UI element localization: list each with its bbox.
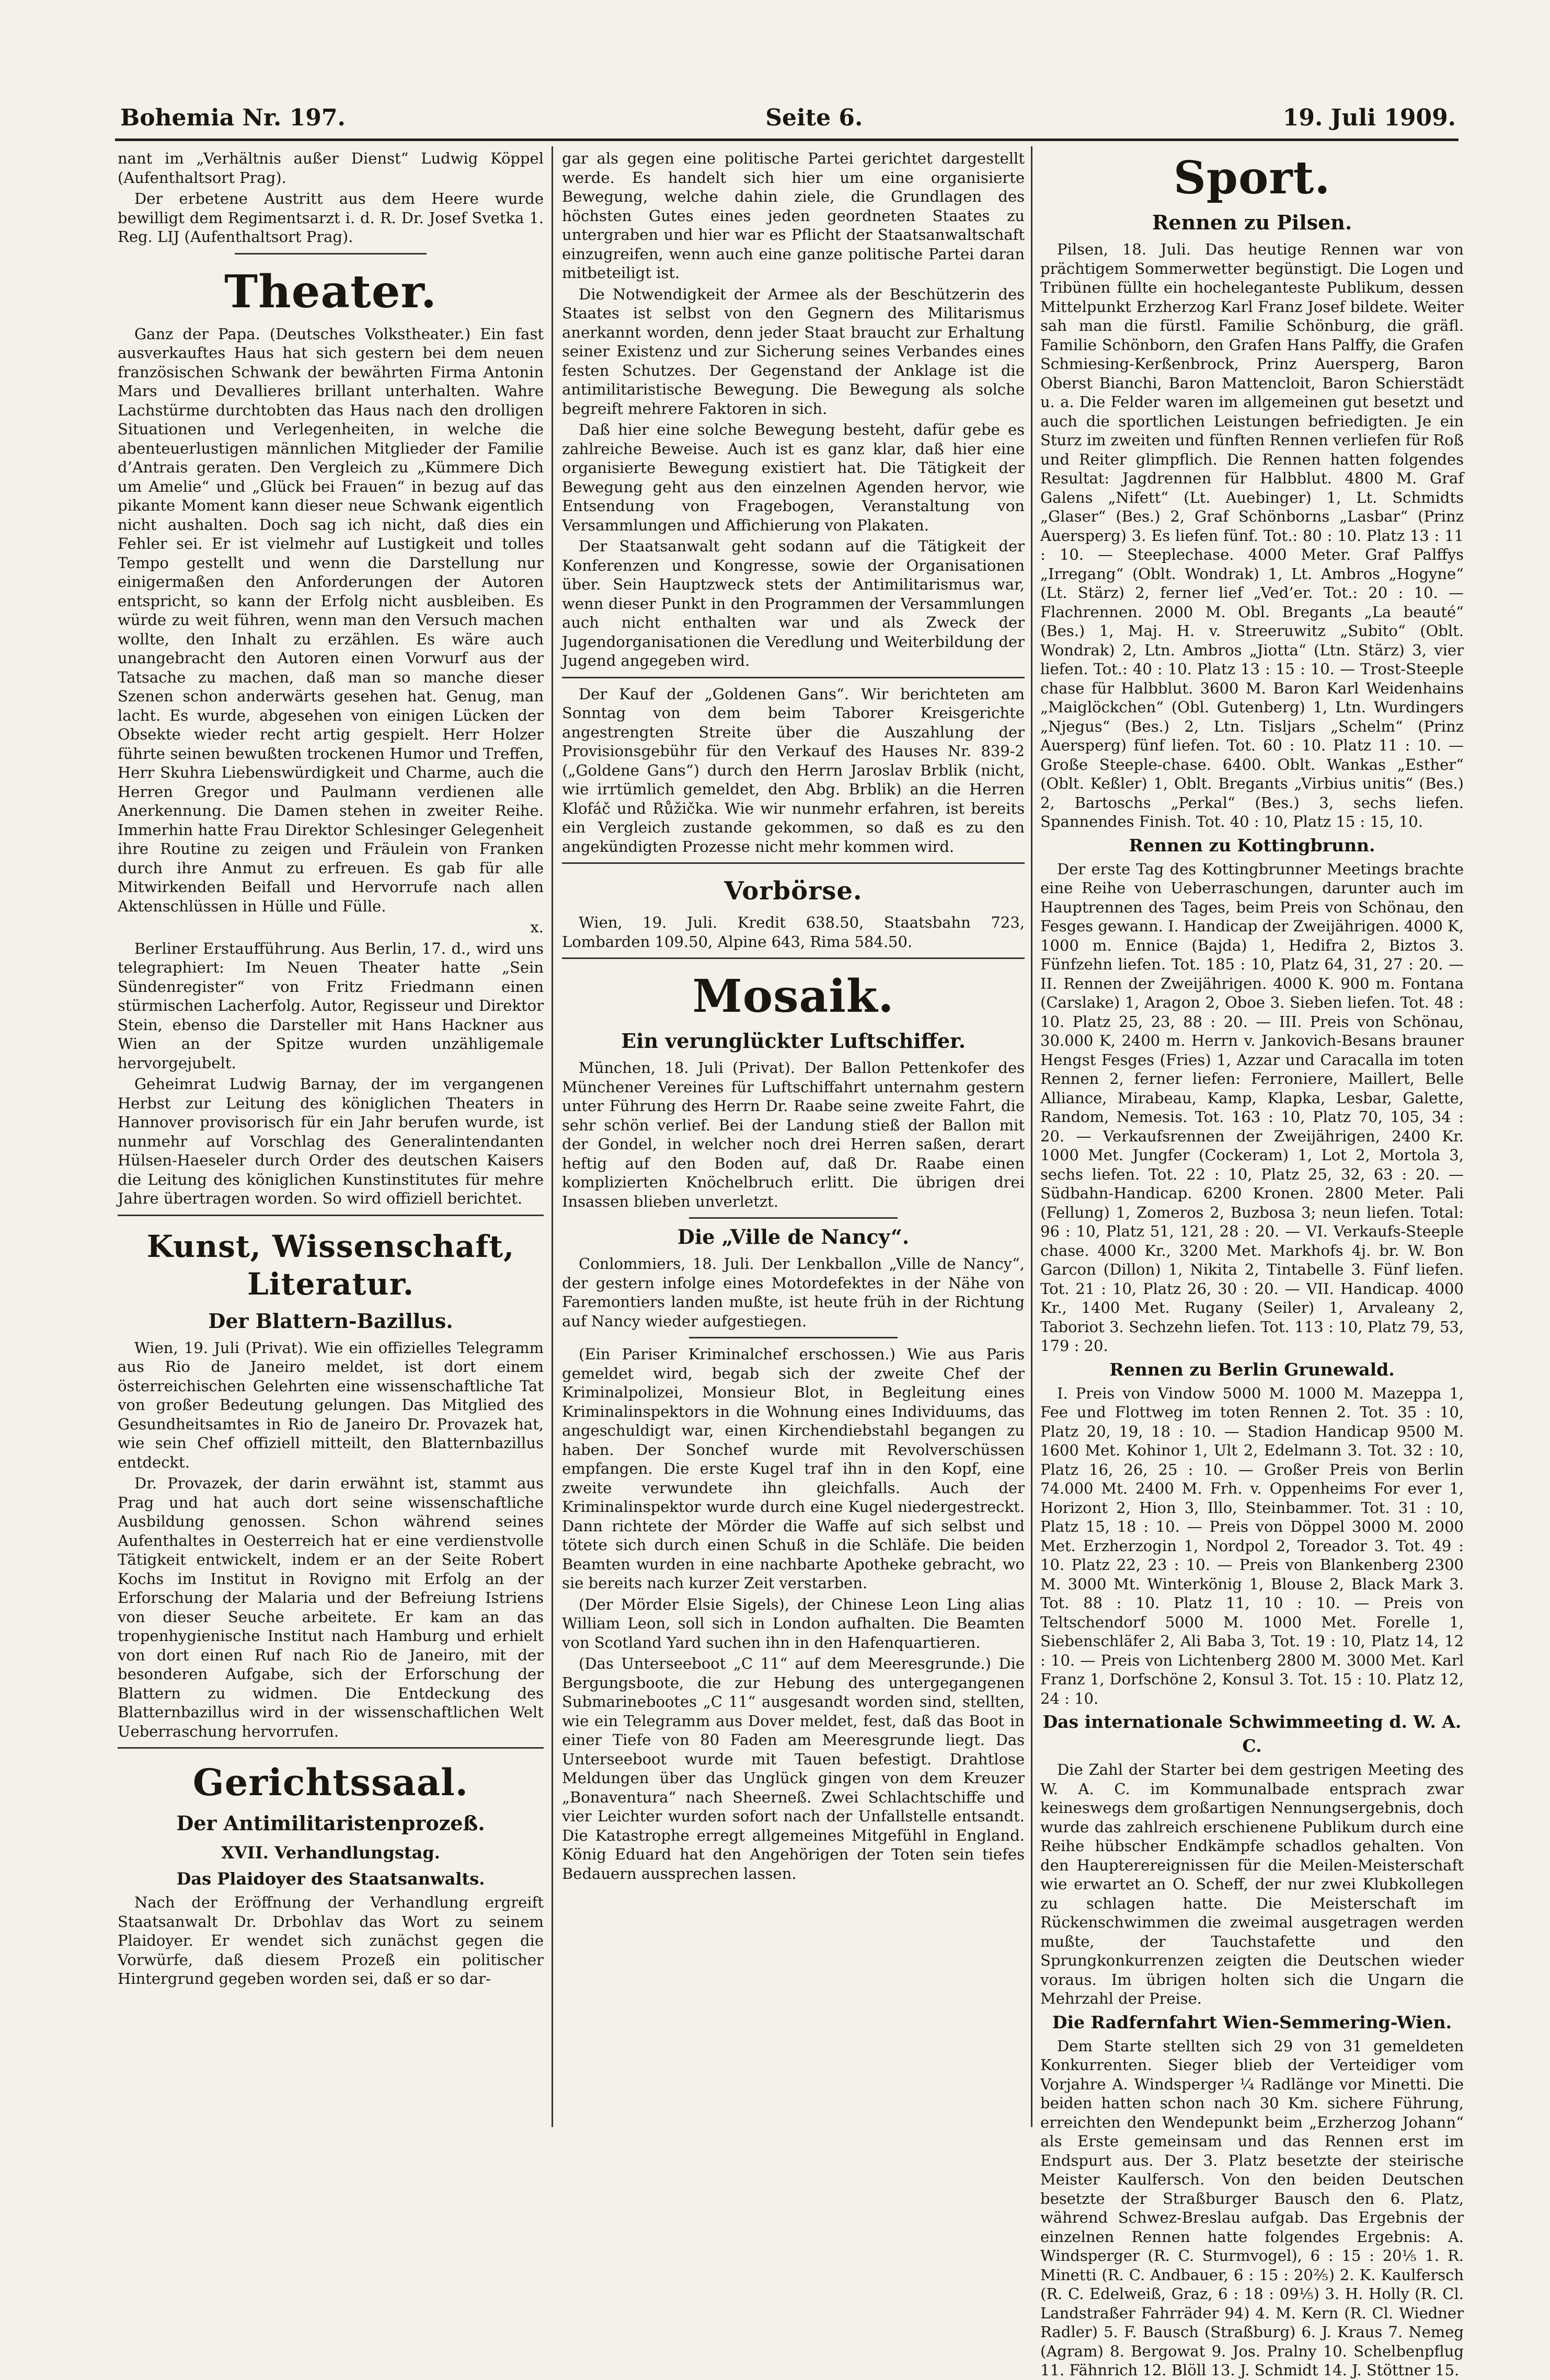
article-paragraph: Daß hier eine solche Bewegung besteht, dafür gebe es zahlreiche Beweise. Auch ist es ganz klar, daß hier eine organisierte Bewegung existiert hat. Die Tätigkeit der Bewegung geht aus den einzelnen Agenden hervor, wie Entsendung von Fragebogen, Veranstaltung von Versammlungen und Affichierung von Plakaten. (562, 421, 1025, 534)
divider (235, 253, 427, 255)
article-title: Rennen zu Pilsen. (1152, 211, 1352, 234)
column-rule-1 (552, 146, 553, 2127)
article-paragraph: (Der Mörder Elsie Sigels), der Chinese Leon Ling alias William Leon, soll sich in London aufhalten. Die Beamten von Scotland Yard suchen ihn in den Hafenquartieren. (562, 1595, 1025, 1651)
divider (562, 677, 1025, 678)
article-paragraph: Conlommiers, 18. Juli. Der Lenkballon „Ville de Nancy“, der gestern infolge eines Motordefektes in der Nähe von Faremontiers landen mußte, ist heute früh in der Richtung auf Nancy wieder aufgestiegen. (562, 1255, 1025, 1330)
article-paragraph: Dem Starte stellten sich 29 von 31 gemeldeten Konkurrenten. Sieger blieb der Verteidiger vom Vorjahre A. Windsperger ¼ Radlänge vor Minetti. Die beiden hatten schon nach 30 Km. sichere Führung, erreichten den Wendepunkt beim „Erzherzog Johann“ als Erste gemeinsam und das Rennen erst im Endspurt aus. Der 3. Platz besetzte der steirische Meister Kaulfersch. Von den beiden Deutschen besetzte der Straßburger Bausch den 6. Platz, während Schwez-Breslau aufgab. Das Ergebnis der einzelnen Rennen hatte folgendes Ergebnis: A. Windsperger (R. C. Sturmvogel), 6 : 15 : 20⅕ 1. R. Minetti (R. C. Andbauer, 6 : 15 : 20⅖) 2. K. Kaulfersch (R. C. Edelweiß, Graz, 6 : 18 : 09⅕) 3. H. Holly (R. Cl. Landstraßer Fahrräder 94) 4. M. Kern (R. Cl. Wiedner Radler) 5. F. Bausch (Straßburg) 6. J. Kraus 7. Nemeg (Agram) 8. Bergowat 9. Jos. Pralny 10. Schelbenpflug 11. Fähnrich 12. Blöll 13. J. Schmidt 14. J. Stöttner 15. (1040, 2037, 1464, 2379)
article-paragraph: Berliner Erstaufführung. Aus Berlin, 17. d., wird uns telegraphiert: Im Neuen Theater hatte „Sein Sündenregister“ von Fritz Friedmann einen stürmischen Lacherfolg. Autor, Regisseur und Direktor Stein, ebenso die Darsteller mit Hans Hackner aus Wien an der Spitze wurden unzähligemale hervorgejubelt. (118, 939, 544, 1072)
header-page-number: Seite 6. (765, 104, 863, 131)
article-paragraph: Nach der Eröffnung der Verhandlung ergreift Staatsanwalt Dr. Drbohlav das Wort zu seinem Plaidoyer. Er wendet sich zunächst gegen die Vorwürfe, daß diesem Prozeß ein politischer Hintergrund gegeben worden sei, daß er so dar- (118, 1893, 544, 1988)
column-1 (118, 149, 544, 2127)
article-paragraph: Wien, 19. Juli. Kredit 638.50, Staatsbahn 723, Lombarden 109.50, Alpine 643, Rima 584.50. (562, 914, 1025, 951)
divider (118, 1215, 544, 1216)
section-heading-mosaik: Mosaik. (692, 970, 894, 1023)
article-paragraph: Der Kauf der „Goldenen Gans“. Wir berichteten am Sonntag von dem beim Taborer Kreisgerichte angestrengten Streite über die Auszahlung der Provisionsgebühr für den Verkauf des Hauses Nr. 839-2 („Goldene Gans“) durch den Herrn Jaroslav Brblik (nicht, wie irrtümlich gemeldet, den Abg. Brblik) an die Herren Klofáč und Růžička. Wie wir nunmehr erfahren, ist bereits ein Vergleich zustande gekommen, so daß es zu den angekündigten Prozesse nicht mehr kommen wird. (562, 685, 1025, 856)
article-paragraph: Ganz der Papa. (Deutsches Volkstheater.) Ein fast ausverkauftes Haus hat sich gestern bei dem neuen französischen Schwank der bewährten Firma Antonin Mars und Devallieres brillant unterhalten. Wahre Lachstürme durchtobten das Haus nach den drolligen Situationen und Verlegenheiten, in welche die abenteuerlustigen männlichen Mitglieder der Familie d’Antrais geraten. Den Vergleich zu „Kümmere Dich um Amelie“ und „Glück bei Frauen“ in bezug auf das pikante Moment kann dieser neue Schwank eigentlich nicht aushalten. Doch sag ich nicht, daß dies ein Fehler sei. Er ist vielmehr auf Lustigkeit und tolles Tempo gestellt und wenn die Darstellung nur einigermaßen den Anforderungen der Autoren entspricht, so kann der Erfolg nicht ausbleiben. Es würde zu weit führen, wenn man den Versuch machen wollte, den Inhalt zu erzählen. Es wäre auch unangebracht den Autoren einen Vorwurf aus der Tatsache zu machen, daß man so manche dieser Szenen schon anderwärts gesehen hat. Genug, man lacht. Es wurde, abgesehen von einigen Lücken der Obsekte wieder recht artig gespielt. Herr Holzer führte seinen bewußten trockenen Humor und Treffen, Herr Skuhra Liebenswürdigkeit und Charme, auch die Herren Gregor und Paulmann verdienen alle Anerkennung. Die Damen stehen in zweiter Reihe. Immerhin hatte Frau Direktor Schlesinger Gelegenheit ihre Routine zu zeigen und Fräulein von Franken durch ihre Anmut zu erfreuen. Es gab für alle Mitwirkenden Beifall und Hervorrufe nach allen Aktenschlüssen in Hülle und Fülle. (118, 325, 544, 915)
divider (689, 1217, 897, 1219)
article-paragraph: Die Notwendigkeit der Armee als der Beschützerin des Staates ist selbst von den Gegnern des Militarismus anerkannt worden, denn jeder Staat braucht zur Erhaltung seiner Existenz und zur Sicherung seines Verbandes eines festen Schutzes. Der Gegenstand der Anklage ist die antimilitaristische Bewegung. Die Bewegung als solche begreift mehrere Faktoren in sich. (562, 285, 1025, 418)
notice-text: nant im „Verhältnis außer Dienst“ Ludwig Köppel (Aufenthaltsort Prag). (118, 149, 544, 187)
notice-text: Der erbetene Austritt aus dem Heere wurde bewilligt dem Regimentsarzt i. d. R. Dr. Josef Svetka 1. Reg. LIJ (Aufenthaltsort Prag). (118, 190, 544, 246)
header-rule (115, 138, 1459, 141)
section-heading-theater: Theater. (224, 265, 437, 318)
article-paragraph: gar als gegen eine politische Partei gerichtet dargestellt werde. Es handelt sich hier um eine organisierte Bewegung, welche dahin ziele, die Grundlagen des höchsten Gutes eines jeden geordneten Staates zu untergraben und hier war es Pflicht der Staatsanwaltschaft einzugreifen, wenn auch eine ganze politische Partei daran mitbeteiligt ist. (562, 149, 1025, 282)
article-paragraph: Die Zahl der Starter bei dem gestrigen Meeting des W. A. C. im Kommunalbade entsprach zwar keineswegs dem großartigen Nennungsergebnis, doch wurde das zahlreich erschienene Publikum durch eine Reihe hübscher Endkämpfe schadlos gehalten. Von den Haupterereignissen für die Meilen-Meisterschaft wie erwartet an O. Scheff, der nur zwei Klubkollegen zu schlagen hatte. Die Meisterschaft im Rückenschwimmen die zweimal ausgetragen werden mußte, der Tauchstafette und den Sprungkonkurrenzen zeigten die Deutschen wieder voraus. Im übrigen holten sich die Ungarn die Mehrzahl der Preise. (1040, 1761, 1464, 2007)
header-date: 19. Juli 1909. (1282, 104, 1456, 131)
article-paragraph: Pilsen, 18. Juli. Das heutige Rennen war von prächtigem Sommerwetter begünstigt. Die Logen und Tribünen füllte ein hocheleganteste Publikum, dessen Mittelpunkt Erzherzog Karl Franz Josef bildete. Weiter sah man die fürstl. Familie Schönburg, die gräfl. Familie Schönborn, den Grafen Hans Palffy, die Grafen Schmiesing-Kerßenbrock, Prinz Auersperg, Baron Oberst Bianchi, Baron Mattencloit, Baron Schierstädt u. a. Die Felder waren im allgemeinen gut besetzt und auch die sportlichen Leistungen befriedigten. Je ein Sturz im zweiten und fünften Rennen verliefen für Roß und Reiter glimpflich. Die Rennen hatten folgendes Resultat: Jagdrennen für Halbblut. 4800 M. Graf Galens „Nifett“ (Lt. Auebinger) 1, Lt. Schmidts „Glaser“ (Bes.) 2, Graf Schönborns „Lasbar“ (Prinz Auersperg) 3. Es liefen fünf. Tot.: 80 : 10. Platz 13 : 11 : 10. — Steeplechase. 4000 Meter. Graf Palffys „Irregang“ (Oblt. Wondrak) 1, Lt. Ambros „Hogyne“ (Lt. Stärz) 2, ferner lief „Ved’er. Tot.: 20 : 10. — Flachrennen. 2000 M. Obl. Bregants „La beauté“ (Bes.) 1, Maj. H. v. Streeruwitz „Subito“ (Oblt. Wondrak) 2, Ltn. Ambros „Jiotta“ (Ltn. Stärz) 3, vier liefen. Tot.: 40 : 10. Platz 13 : 15 : 10. — Trost-Steeple chase für Halbblut. 3600 M. Baron Karl Weidenhains „Maiglöckchen“ (Obl. Gutenberg) 1, Ltn. Wurdingers „Njegus“ (Bes.) 2, Ltn. Tisljars „Schelm“ (Prinz Auersperg) fünf liefen. Tot. 60 : 10. Platz 11 : 10. — Große Steeple-chase. 6400. Oblt. Wankas „Esther“ (Oblt. Keßler) 1, Oblt. Bregants „Virbius unitis“ (Bes.) 2, Bartoschs „Perkal“ (Bes.) 3, sechs liefen. Spannendes Finish. Tot. 40 : 10, Platz 15 : 15, 10. (1040, 240, 1464, 830)
article-title: Das internationale Schwimmeeting d. W. A. C. (1042, 1712, 1462, 1756)
column-2 (562, 149, 1025, 2127)
article-paragraph: Dr. Provazek, der darin erwähnt ist, stammt aus Prag und hat auch dort seine wissenschaftliche Ausbildung genossen. Schon während seines Aufenthaltes in Oesterreich hat er eine verdienstvolle Tätigkeit entwickelt, indem er an der Seite Robert Kochs im Institut in Rovigno mit Erfolg an der Erforschung der Malaria und der Befreiung Istriens von dieser Seuche arbeitete. Er kam an das tropenhygienische Institut nach Hamburg und erhielt von dort einen Ruf nach Rio de Janeiro, mit der besonderen Aufgabe, sich der Erforschung der Blattern zu widmen. Die Entdeckung des Blatternbazillus wird in der wissenschaftlichen Welt Ueberraschung hervorrufen. (118, 1474, 544, 1740)
article-paragraph: München, 18. Juli (Privat). Der Ballon Pettenkofer des Münchener Vereines für Luftschiffahrt unternahm gestern unter Führung des Herrn Dr. Raabe seine zweite Fahrt, die sehr schön verlief. Bei der Landung stieß der Ballon mit der Gondel, in welcher noch drei Herren saßen, derart heftig auf den Boden auf, daß Dr. Raabe einen komplizierten Knöchelbruch erlitt. Die übrigen drei Insassen blieben unverletzt. (562, 1059, 1025, 1210)
article-paragraph: Geheimrat Ludwig Barnay, der im vergangenen Herbst zur Leitung des königlichen Theaters in Hannover provisorisch für ein Jahr berufen wurde, ist nunmehr auf Vorschlag des Generalintendanten Hülsen-Haeseler durch Order des deutschen Kaisers die Leitung des königlichen Kunstinstitutes für mehre Jahre übertragen worden. So wird offiziell berichtet. (118, 1075, 544, 1207)
article-subtitle: XVII. Verhandlungstag. (221, 1843, 440, 1863)
section-heading-vorboerse: Vorbörse. (724, 876, 863, 906)
divider (562, 862, 1025, 864)
divider (689, 1337, 897, 1338)
article-paragraph: Der erste Tag des Kottingbrunner Meetings brachte eine Reihe von Ueberraschungen, darunter auch im Hauptrennen des Tages, beim Preis von Schönau, den Fesges gewann. I. Handicap der Zweijährigen. 4000 K, 1000 m. Ennice (Bajda) 1, Hedifra 2, Biztos 3. Fünfzehn liefen. Tot. 185 : 10, Platz 64, 31, 27 : 20. — II. Rennen der Zweijährigen. 4000 K. 900 m. Fontana (Carslake) 1, Aragon 2, Oboe 3. Sieben liefen. Tot. 48 : 10. Platz 25, 23, 88 : 20. — III. Preis von Schönau, 30.000 K, 2400 m. Herrn v. Jankovich-Besans brauner Hengst Fesges (Fries) 1, Azzar und Caracalla im toten Rennen 2, ferner liefen: Ferroniere, Maillert, Belle Alliance, Mirabeau, Kamp, Klapka, Lesbar, Galette, Random, Nemesis. Tot. 163 : 10, Platz 70, 105, 34 : 20. — Verkaufsrennen der Zweijährigen, 2400 Kr. 1000 Met. Jungfer (Cockeram) 1, Lot 2, Mortola 3, sechs liefen. Tot. 22 : 10, Platz 25, 32, 63 : 20. — Südbahn-Handicap. 6200 Kronen. 2800 Meter. Pali (Fellung) 1, Zomeros 2, Buzbosa 3; neun liefen. Total: 96 : 10, Platz 51, 121, 28 : 20. — VI. Verkaufs-Steeple chase. 4000 Kr., 3200 Met. Markhofs 4j. br. W. Bon Garcon (Dillon) 1, Nikita 2, Tintabelle 3. Fünf liefen. Tot. 21 : 10, Platz 26, 30 : 20. — VII. Handicap. 4000 Kr., 1400 Met. Rugany (Seiler) 1, Arvaleany 2, Taboriot 3. Sechzehn liefen. Tot. 113 : 10, Platz 79, 53, 179 : 20. (1040, 860, 1464, 1355)
article-title: Ein verunglückter Luftschiffer. (621, 1029, 966, 1053)
article-title: Der Blattern-Bazillus. (208, 1309, 453, 1333)
article-signature: x. (530, 918, 544, 936)
article-title: Der Antimilitaristenprozeß. (176, 1811, 485, 1835)
divider (562, 957, 1025, 959)
section-heading-gerichtssaal: Gerichtssaal. (192, 1761, 469, 1804)
section-heading-sport: Sport. (1173, 152, 1331, 204)
article-title: Die Radfernfahrt Wien-Semmering-Wien. (1052, 2012, 1452, 2032)
section-heading-kunst: Kunst, Wissenschaft, Literatur. (146, 1228, 515, 1302)
column-rule-2 (1031, 146, 1032, 2127)
article-subtitle: Das Plaidoyer des Staatsanwalts. (176, 1869, 485, 1889)
column-3 (1040, 149, 1464, 2379)
header-publication: Bohemia Nr. 197. (120, 104, 346, 131)
article-paragraph: Wien, 19. Juli (Privat). Wie ein offizielles Telegramm aus Rio de Janeiro meldet, ist dort einem österreichischen Gelehrten eine wissenschaftliche Tat von großer Bedeutung gelungen. Das Mitglied des Gesundheitsamtes in Rio de Janeiro Dr. Provazek hat, wie sein Chef offiziell mitteilt, den Blatternbazillus entdeckt. (118, 1338, 544, 1471)
article-title: Rennen zu Berlin Grunewald. (1109, 1359, 1395, 1380)
page-header (120, 99, 1456, 136)
article-paragraph: I. Preis von Vindow 5000 M. 1000 M. Mazeppa 1, Fee und Flottweg im toten Rennen 2. Tot. 35 : 10, Platz 20, 19, 18 : 10. — Stadion Handicap 9500 M. 1600 Met. Kohinor 1, Ult 2, Edelmann 3. Tot. 32 : 10, Platz 16, 26, 25 : 10. — Großer Preis von Berlin 74.000 Mt. 2400 M. Frh. v. Oppenheims For ever 1, Horizont 2, Hion 3, Illo, Steinbammer. Tot. 31 : 10, Platz 15, 18 : 10. — Preis von Döppel 3000 M. 2000 Met. Erzherzogin 1, Nordpol 2, Toreador 3. Tot. 49 : 10. Platz 22, 23 : 10. — Preis von Blankenberg 2300 M. 3000 Mt. Winterkönig 1, Blouse 2, Black Mark 3. Tot. 88 : 10. Platz 11, 10 : 10. — Preis von Teltschendorf 5000 M. 1000 Met. Forelle 1, Siebenschläfer 2, Ali Baba 3, Tot. 19 : 10, Platz 14, 12 : 10. — Preis von Lichtenberg 2800 M. 3000 Met. Karl Franz 1, Dorfschöne 2, Konsul 3. Tot. 15 : 10. Platz 12, 24 : 10. (1040, 1384, 1464, 1707)
article-paragraph: Der Staatsanwalt geht sodann auf die Tätigkeit der Konferenzen und Kongresse, sowie der Organisationen über. Sein Hauptzweck stets der Antimilitarismus war, wenn dieser Punkt in den Programmen der Versammlungen auch nicht enthalten war und als Zweck der Jugendorganisationen die Veredlung und Weiterbildung der Jugend angegeben wird. (562, 537, 1025, 669)
article-paragraph: (Das Unterseeboot „C 11“ auf dem Meeresgrunde.) Die Bergungsboote, die zur Hebung des untergegangenen Submarinebootes „C 11“ ausgesandt worden sind, stellten, wie ein Telegramm aus Dover meldet, fest, daß das Boot in einer Tiefe von 80 Faden am Meeresgrunde liegt. Das Unterseeboot wurde mit Tauen befestigt. Drahtlose Meldungen über das Unglück gingen von dem Kreuzer „Bonaventura“ nach Sheerneß. Zwei Schlachtschiffe und vier Leichter wurden sofort nach der Unfallstelle entsandt. Die Katastrophe erregt allgemeines Mitgefühl in England. König Eduard hat den Angehörigen der Toten sein tiefes Bedauern aussprechen lassen. (562, 1655, 1025, 1882)
article-paragraph: (Ein Pariser Kriminalchef erschossen.) Wie aus Paris gemeldet wird, begab sich der zweite Chef der Kriminalpolizei, Monsieur Blot, in Begleitung eines Kriminalinspektors in die Wohnung eines Individuums, das angeschuldigt war, einen Kirchendiebstahl begangen zu haben. Der Sonchef wurde mit Revolverschüssen empfangen. Die erste Kugel traf ihn in den Kopf, eine zweite verwundete ihn gleichfalls. Auch der Kriminalinspektor wurde durch eine Kugel niedergestreckt. Dann richtete der Mörder die Waffe auf sich selbst und tötete sich durch einen Schuß in die Schläfe. Die beiden Beamten wurden in eine nachbarte Apotheke gebracht, wo sie bereits nach kurzer Zeit verstarben. (562, 1345, 1025, 1592)
article-title: Rennen zu Kottingbrunn. (1129, 835, 1375, 856)
divider (118, 1747, 544, 1749)
article-title: Die „Ville de Nancy“. (677, 1225, 910, 1249)
